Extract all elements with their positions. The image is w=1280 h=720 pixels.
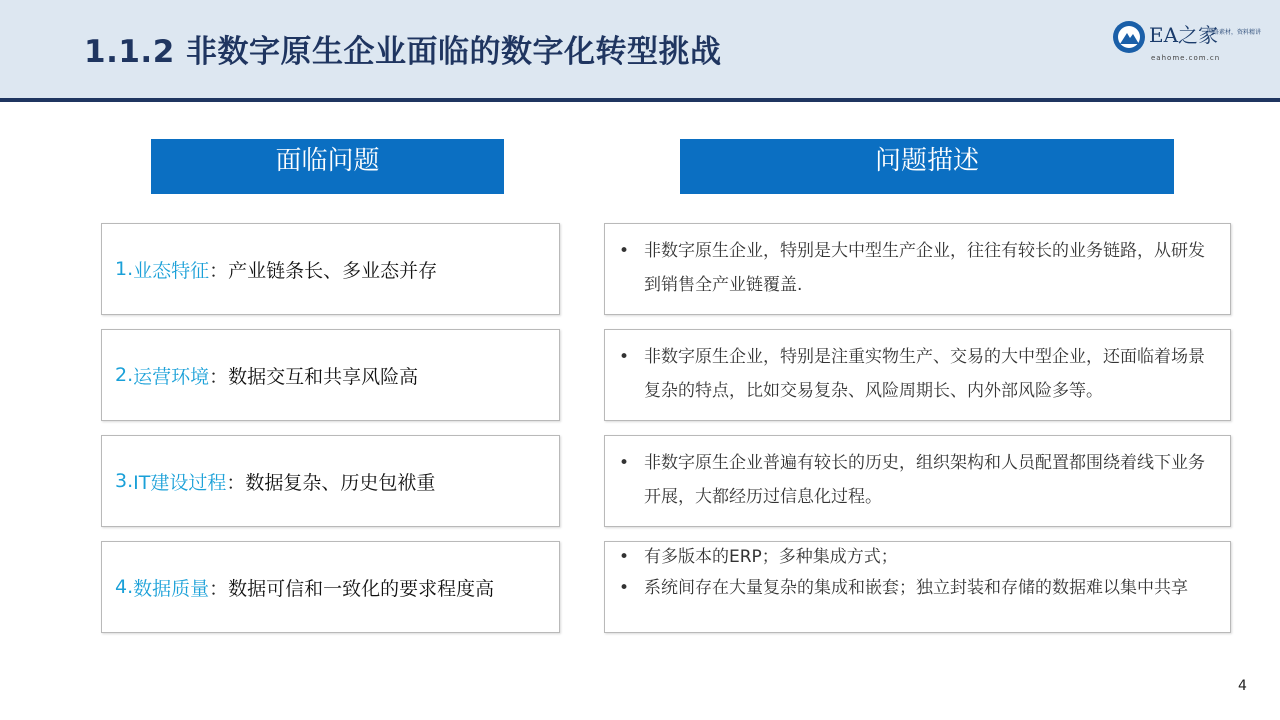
description-list (619, 340, 1212, 408)
problem-separator: ： (209, 259, 229, 282)
ea-home-logo (1113, 20, 1262, 66)
logo-tagline: 网络素材，资料精讲 (1207, 29, 1262, 36)
description-box-1 (604, 223, 1231, 315)
problem-separator: ： (226, 471, 246, 494)
problem-box-4 (101, 541, 560, 633)
description-bullet: • 非数字原生企业普遍有较长的历史，组织架构和人员配置都围绕着线下业务开展，大都经历过信息化过程。 (619, 446, 1212, 514)
page-number: 4 (1238, 678, 1247, 694)
description-box-2 (604, 329, 1231, 421)
problem-number: 1. (115, 258, 134, 280)
problem-box-1 (101, 223, 560, 315)
header-divider (0, 98, 1280, 102)
problem-number: 2. (115, 364, 134, 386)
problem-key: IT建设过程 (133, 471, 227, 494)
problem-box-2 (101, 329, 560, 421)
column-header-problems: 面临问题 (151, 139, 504, 194)
description-box-4 (604, 541, 1231, 633)
problem-separator: ： (209, 365, 229, 388)
description-list (619, 446, 1212, 514)
problem-separator: ： (209, 577, 229, 600)
problem-value: 数据交互和共享风险高 (228, 365, 419, 388)
problem-number: 3. (115, 470, 134, 492)
description-box-3 (604, 435, 1231, 527)
logo-url: eahome.com.cn (1151, 54, 1221, 62)
problem-value: 数据可信和一致化的要求程度高 (228, 577, 495, 600)
slide-title: 1.1.2 非数字原生企业面临的数字化转型挑战 (84, 34, 722, 70)
problem-value: 数据复杂、历史包袱重 (245, 471, 436, 494)
problem-box-3 (101, 435, 560, 527)
column-header-descriptions: 问题描述 (680, 139, 1174, 194)
problem-number: 4. (115, 576, 134, 598)
description-bullet: • 系统间存在大量复杂的集成和嵌套；独立封装和存储的数据难以集中共享 (619, 573, 1212, 604)
problem-key: 运营环境 (133, 365, 210, 388)
description-list (619, 542, 1212, 604)
description-bullet: • 非数字原生企业，特别是大中型生产企业，往往有较长的业务链路，从研发到销售全产业链覆盖. (619, 234, 1212, 302)
logo-text: EA之家 (1149, 23, 1219, 47)
logo-mountain-icon (1113, 21, 1145, 53)
problem-key: 业态特征 (133, 259, 210, 282)
problem-key: 数据质量 (133, 577, 210, 600)
description-bullet: • 非数字原生企业，特别是注重实物生产、交易的大中型企业，还面临着场景复杂的特点，比如交易复杂、风险周期长、内外部风险多等。 (619, 340, 1212, 408)
problem-value: 产业链条长、多业态并存 (228, 259, 438, 282)
description-bullet: • 有多版本的ERP；多种集成方式； (619, 542, 1212, 573)
description-list (619, 234, 1212, 302)
